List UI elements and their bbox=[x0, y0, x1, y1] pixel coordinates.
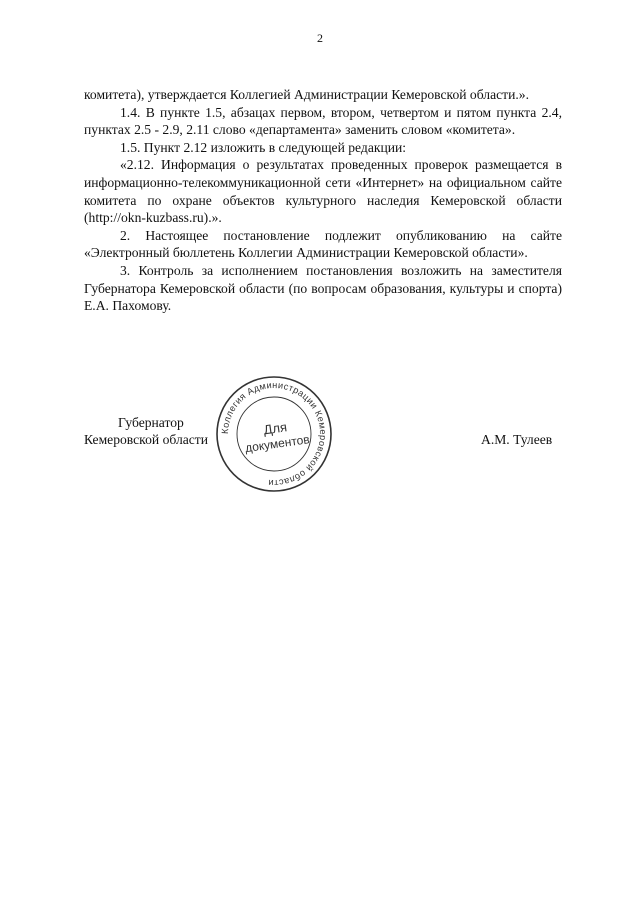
official-seal-stamp bbox=[215, 375, 333, 493]
paragraph-1-4: 1.4. В пункте 1.5, абзацах первом, втором, четвертом и пятом пункта 2.4, пунктах 2.5 - 2.9, 2.11 слово «департамента» заменить словом «комитета». bbox=[84, 104, 562, 138]
paragraph-2-12-quote: «2.12. Информация о результатах проведенных проверок размещается в информационно-телекоммуникационной сети «Интернет» на официальном сайте комитета по охране объектов культурного наследия Кемеровской области (http://okn-kuzbass.ru).». bbox=[84, 157, 562, 226]
seal-ring-text: Коллегия Администрации Кемеровской области bbox=[219, 379, 329, 489]
seal-center-line1: Для bbox=[262, 419, 288, 438]
signature-region: Кемеровской области bbox=[84, 432, 209, 447]
paragraph-2: 2. Настоящее постановление подлежит опубликованию на сайте «Электронный бюллетень Коллегии Администрации Кемеровской области». bbox=[84, 227, 562, 261]
page-number: 2 bbox=[317, 31, 323, 45]
document-body bbox=[84, 86, 562, 315]
signature-title: Губернатор bbox=[118, 415, 184, 430]
paragraph-continuation: комитета), утверждается Коллегией Администрации Кемеровской области.». bbox=[84, 87, 529, 102]
signature-name: А.М. Тулеев bbox=[481, 432, 553, 447]
paragraph-1-5: 1.5. Пункт 2.12 изложить в следующей редакции: bbox=[120, 139, 407, 155]
paragraph-3: 3. Контроль за исполнением постановления возложить на заместителя Губернатора Кемеровской области (по вопросам образования, культуры и спорта) Е.А. Пахомову. bbox=[84, 262, 562, 314]
seal-center-line2: документов bbox=[244, 432, 311, 456]
